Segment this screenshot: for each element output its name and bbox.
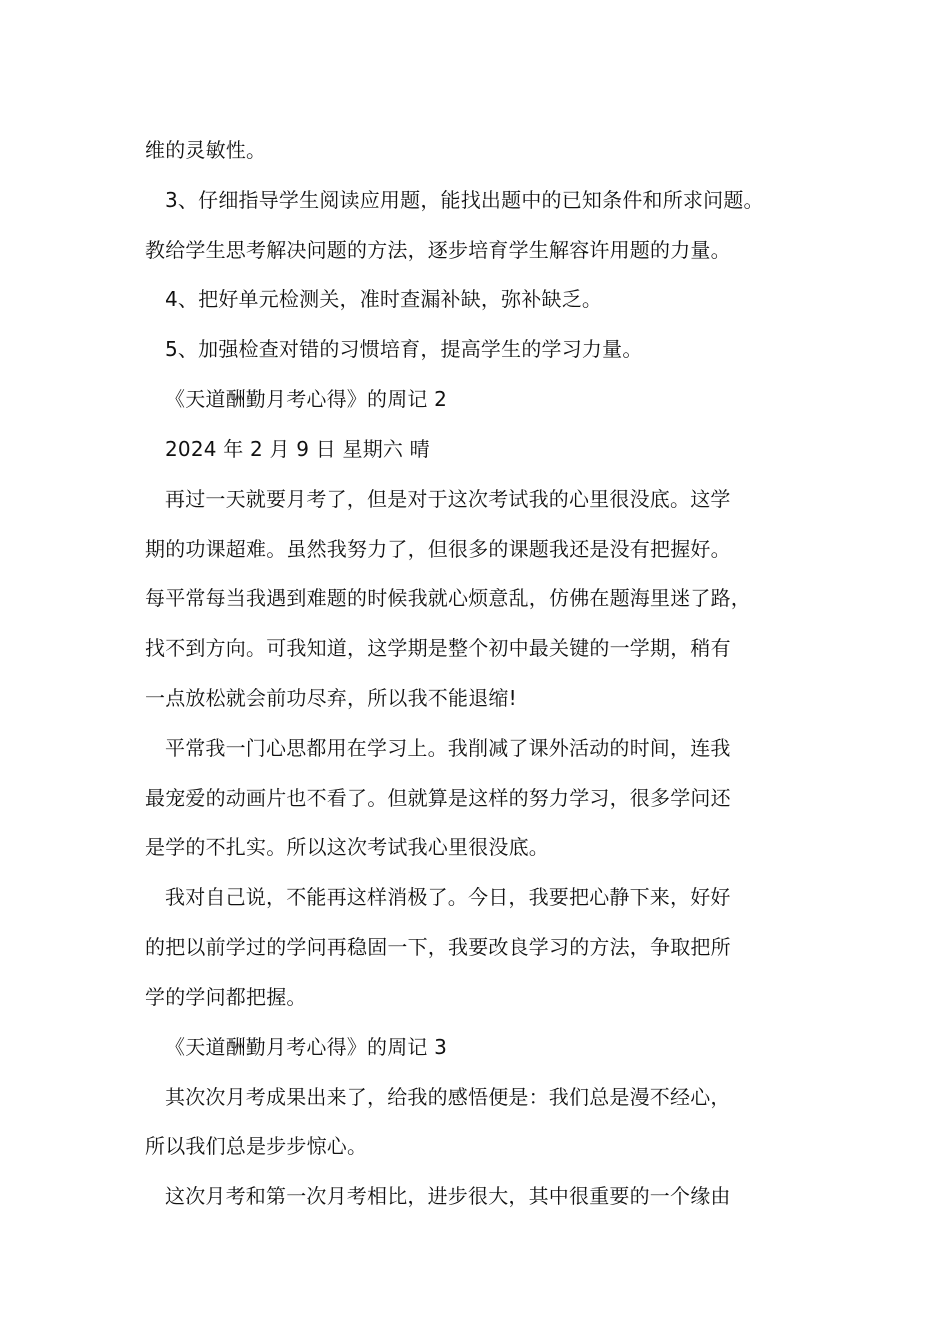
- paragraph-line: 我对自己说，不能再这样消极了。今日，我要把心静下来，好好: [165, 885, 731, 909]
- paragraph-line: 的把以前学过的学问再稳固一下，我要改良学习的方法，争取把所: [145, 935, 731, 959]
- paragraph-line: 学的学问都把握。: [145, 985, 307, 1009]
- paragraph-line: 这次月考和第一次月考相比，进步很大，其中很重要的一个缘由: [165, 1184, 731, 1208]
- section-heading-3: 《天道酬勤月考心得》的周记 3: [165, 1035, 448, 1059]
- list-item-4: 4、把好单元检测关，准时查漏补缺，弥补缺乏。: [165, 287, 603, 311]
- text-line: 教给学生思考解决问题的方法，逐步培育学生解容许用题的力量。: [145, 238, 731, 262]
- section-heading-2: 《天道酬勤月考心得》的周记 2: [165, 387, 448, 411]
- paragraph-line: 找不到方向。可我知道，这学期是整个初中最关键的一学期，稍有: [145, 636, 731, 660]
- paragraph-line: 期的功课超难。虽然我努力了，但很多的课题我还是没有把握好。: [145, 537, 731, 561]
- paragraph-line: 每平常每当我遇到难题的时候我就心烦意乱，仿佛在题海里迷了路，: [145, 586, 751, 610]
- paragraph-line: 是学的不扎实。所以这次考试我心里很没底。: [145, 835, 549, 859]
- text-line: 维的灵敏性。: [145, 138, 267, 162]
- paragraph-line: 平常我一门心思都用在学习上。我削减了课外活动的时间，连我: [165, 736, 731, 760]
- paragraph-line: 再过一天就要月考了，但是对于这次考试我的心里很没底。这学: [165, 487, 731, 511]
- paragraph-line: 其次次月考成果出来了，给我的感悟便是：我们总是漫不经心，: [165, 1085, 731, 1109]
- date-line: 2024 年 2 月 9 日 星期六 晴: [165, 437, 430, 461]
- list-item-5: 5、加强检查对错的习惯培育，提高学生的学习力量。: [165, 337, 643, 361]
- paragraph-line: 一点放松就会前功尽弃，所以我不能退缩!: [145, 686, 517, 710]
- paragraph-line: 所以我们总是步步惊心。: [145, 1134, 368, 1158]
- paragraph-line: 最宠爱的动画片也不看了。但就算是这样的努力学习，很多学问还: [145, 786, 731, 810]
- list-item-3: 3、仔细指导学生阅读应用题，能找出题中的已知条件和所求问题。: [165, 188, 764, 212]
